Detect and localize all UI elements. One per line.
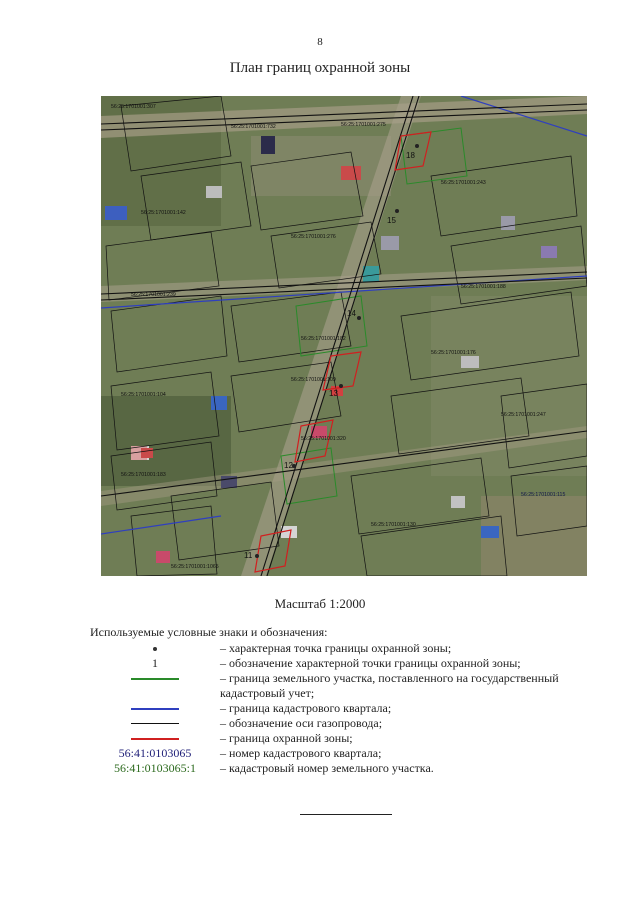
point-label: 11 xyxy=(244,551,253,560)
legend-item xyxy=(90,641,610,656)
legend-item xyxy=(90,701,610,716)
green-line-symbol xyxy=(90,671,220,686)
cadastral-label: 56:25:1701001:176 xyxy=(431,350,476,356)
blue-line-icon xyxy=(131,708,179,710)
footer-divider xyxy=(300,814,392,815)
legend-text: – кадастровый номер земельного участка. xyxy=(220,761,434,775)
legend-item xyxy=(90,671,610,701)
legend-text: – граница кадастрового квартала; xyxy=(220,701,392,715)
point-label: 13 xyxy=(329,389,338,398)
cadastral-label: 56:25:1701001:142 xyxy=(141,210,186,216)
cadastral-label: 56:25:1701001:188 xyxy=(461,284,506,290)
map-canvas xyxy=(101,96,587,576)
point-symbol xyxy=(90,641,220,656)
legend-text: – граница земельного участка, поставленного на государственный кадастровый учет; xyxy=(220,671,559,700)
cadastral-label: 56:25:1701001:243 xyxy=(441,180,486,186)
legend-item xyxy=(90,716,610,731)
green-line-icon xyxy=(131,678,179,680)
point-number-symbol: 1 xyxy=(152,656,158,670)
cadastral-label: 56:25:1701001:109 xyxy=(291,377,336,383)
cadastral-label: 56:25:1701001:1065 xyxy=(171,564,219,570)
legend-text: – характерная точка границы охранной зоны; xyxy=(220,641,452,655)
cadastral-label: 56:25:1701001:732 xyxy=(231,124,276,130)
blue-line-symbol xyxy=(90,701,220,716)
cadastral-label: 56:25:1701001:183 xyxy=(121,472,166,478)
parcel-number-symbol: 56:41:0103065:1 xyxy=(113,761,196,775)
cadastral-label: 56:25:1701001:130 xyxy=(371,522,416,528)
cadastral-label: 56:25:1701001:182 xyxy=(301,336,346,342)
map-scale: Масштаб 1:2000 xyxy=(274,596,366,611)
legend-item xyxy=(90,761,610,776)
red-line-symbol xyxy=(90,731,220,746)
cadastral-label: 56:25:1701001:239 xyxy=(131,292,176,298)
legend-item xyxy=(90,746,610,761)
dot-icon xyxy=(153,647,157,651)
point-label: 18 xyxy=(406,151,415,160)
black-line-icon xyxy=(131,723,179,724)
legend-heading: Используемые условные знаки и обозначения: xyxy=(90,625,328,639)
black-line-symbol xyxy=(90,716,220,731)
point-label: 15 xyxy=(387,216,396,225)
cadastral-label: 56:25:1701001:104 xyxy=(121,392,166,398)
legend xyxy=(90,641,610,776)
legend-text: – обозначение оси газопровода; xyxy=(220,716,383,730)
point-label: 12 xyxy=(284,461,293,470)
legend-item xyxy=(90,656,610,671)
cadastral-label: 56:25:1701001:275 xyxy=(341,122,386,128)
legend-item xyxy=(90,731,610,746)
cadastral-label: 56:25:1701001:276 xyxy=(291,234,336,240)
point-label: 14 xyxy=(347,309,356,318)
cadastral-label: 56:25:1701001:115 xyxy=(521,492,566,498)
cadastral-label: 56:25:1701001:320 xyxy=(301,436,346,442)
legend-text: – обозначение характерной точки границы охранной зоны; xyxy=(220,656,521,670)
cadastral-label: 56:25:1701001:307 xyxy=(111,104,156,110)
legend-text: – номер кадастрового квартала; xyxy=(220,746,382,760)
quarter-number-symbol: 56:41:0103065 xyxy=(118,746,192,760)
cadastral-label: 56:25:1701001:247 xyxy=(501,412,546,418)
page-title: План границ охранной зоны xyxy=(229,60,411,76)
legend-text: – граница охранной зоны; xyxy=(220,731,353,745)
page-number: 8 xyxy=(317,36,323,48)
satellite-map xyxy=(101,96,587,576)
red-line-icon xyxy=(131,738,179,740)
